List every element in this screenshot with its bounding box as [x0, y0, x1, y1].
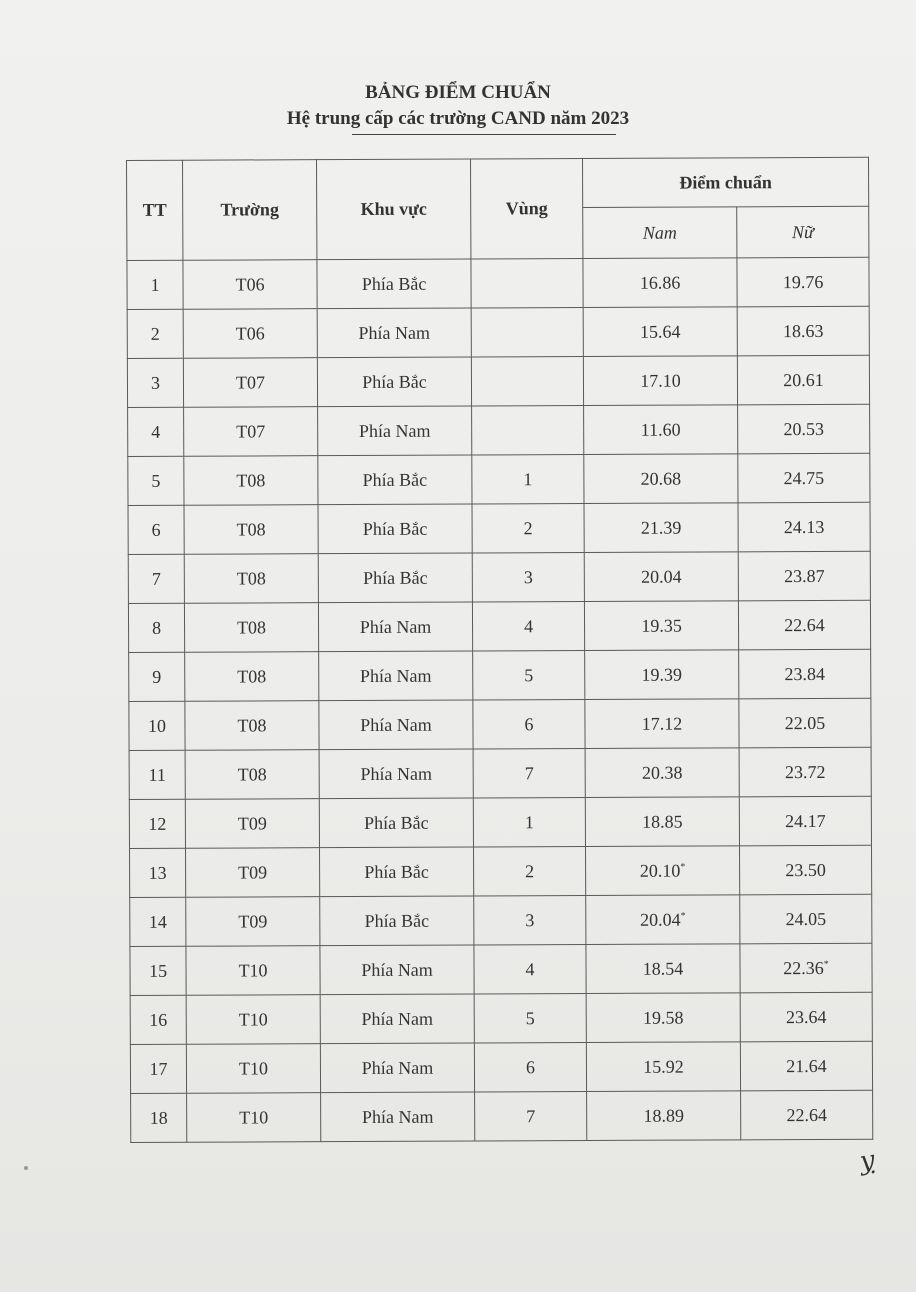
cell-tt: [130, 946, 186, 995]
cell-khu-vuc: [320, 994, 474, 1044]
cell-truong: [185, 701, 319, 751]
cell-khu-vuc: [318, 504, 472, 554]
cell-tt-value: 6: [151, 519, 161, 540]
cell-tt: [130, 897, 186, 946]
cell-vung-value: 5: [525, 1007, 535, 1028]
cell-nu-value: 24.75: [783, 467, 825, 488]
cell-truong: [186, 946, 320, 996]
cell-tt-value: 4: [151, 421, 161, 442]
header-nam: Nam: [583, 207, 737, 259]
header-nu: Nữ: [737, 206, 869, 258]
cell-khu-vuc-value: Phía Bắc: [363, 567, 428, 588]
footnote-mark: *: [680, 861, 686, 873]
footnote-mark: *: [680, 910, 686, 922]
cell-vung: [473, 651, 585, 700]
cell-nu: [739, 747, 871, 797]
cell-vung: [473, 700, 585, 749]
table-row: [128, 453, 870, 505]
cell-khu-vuc: [320, 1043, 474, 1093]
cell-nam-value: 16.86: [639, 272, 681, 293]
cell-truong-value: T08: [236, 469, 266, 491]
cell-nu: [739, 649, 871, 699]
cell-nam-value: 18.89: [643, 1105, 684, 1126]
cell-truong: [184, 505, 318, 555]
cell-khu-vuc-value: Phía Bắc: [364, 861, 429, 882]
cell-vung: [471, 308, 583, 357]
document-title: BẢNG ĐIỂM CHUẨN: [365, 82, 551, 103]
cell-truong-value: T07: [235, 371, 266, 393]
cell-nam: [584, 503, 738, 553]
cell-truong-value: T10: [238, 1008, 268, 1030]
cell-vung: [472, 504, 584, 553]
cell-vung-value: 4: [523, 615, 534, 636]
table-row: [130, 894, 872, 946]
cell-nam: [585, 748, 739, 798]
cell-truong: [183, 260, 317, 310]
document-subtitle: Hệ trung cấp các trường CAND năm 2023: [286, 108, 630, 129]
cell-nam-value: 18.85: [642, 811, 683, 832]
cell-nam: [586, 895, 740, 945]
cell-nam-value: 15.92: [643, 1056, 684, 1077]
cell-nam-value: 15.64: [639, 321, 681, 342]
cell-khu-vuc-value: Phía Nam: [358, 420, 431, 441]
cell-tt: [130, 1044, 186, 1093]
cell-nu: [740, 992, 872, 1042]
cell-nam: [584, 454, 738, 504]
cell-nu: [738, 502, 870, 552]
cell-nam-value: 20.68: [640, 468, 682, 489]
cell-truong-value: T08: [236, 567, 266, 589]
cell-khu-vuc: [318, 406, 472, 456]
cell-nu-value: 24.05: [785, 908, 827, 929]
cell-nam: [586, 1042, 740, 1092]
cell-khu-vuc-value: Phía Bắc: [364, 812, 429, 833]
cell-nam: [583, 258, 737, 308]
cell-tt-value: 7: [151, 568, 161, 589]
cell-tt-value: 5: [151, 470, 161, 491]
cell-nu-value: 23.64: [785, 1006, 827, 1027]
cell-truong: [185, 750, 319, 800]
cell-nam: [585, 797, 739, 847]
cell-truong-value: T09: [238, 861, 268, 883]
cell-nam: [586, 993, 740, 1043]
cell-tt-value: 15: [148, 960, 168, 981]
cell-nu: [739, 845, 871, 895]
table-row: [128, 551, 870, 603]
header-tt: TT: [127, 160, 183, 260]
cell-nam-value: 19.35: [641, 615, 682, 636]
cell-tt: [129, 701, 185, 750]
cell-khu-vuc: [319, 749, 473, 799]
cell-truong-value: T10: [238, 1057, 269, 1079]
cell-nu: [737, 306, 869, 356]
table-row: [128, 404, 870, 456]
table-row: [130, 943, 872, 995]
cell-truong: [184, 407, 318, 457]
cell-nu-value: 18.63: [782, 320, 824, 341]
cell-khu-vuc-value: Phía Nam: [361, 1106, 434, 1127]
cell-vung: [471, 259, 583, 308]
cell-khu-vuc-value: Phía Nam: [358, 322, 431, 343]
cell-tt-value: 2: [150, 323, 160, 344]
cell-tt: [128, 505, 184, 554]
cell-nu: [739, 698, 871, 748]
cell-vung-value: 3: [523, 566, 533, 587]
table-row: [128, 502, 870, 554]
score-table: [126, 157, 873, 1143]
cell-truong-value: T09: [237, 812, 267, 834]
table-row: [129, 747, 871, 799]
cell-tt-value: 18: [149, 1107, 168, 1128]
cell-vung: [472, 602, 584, 651]
table-row: [128, 600, 870, 652]
cell-nam: [585, 699, 739, 749]
cell-tt: [129, 652, 185, 701]
cell-nu-value: 22.64: [786, 1104, 827, 1125]
cell-khu-vuc: [319, 798, 473, 848]
cell-vung: [471, 357, 583, 406]
cell-truong: [184, 603, 318, 653]
table-row: [127, 355, 869, 407]
cell-truong-value: T08: [236, 616, 267, 638]
table-row: [131, 1090, 873, 1142]
cell-truong: [183, 358, 317, 408]
cell-truong-value: T08: [236, 518, 266, 540]
cell-truong: [186, 848, 320, 898]
cell-truong-value: T08: [237, 665, 267, 687]
table-row: [130, 845, 872, 897]
cell-vung-value: 7: [524, 762, 534, 783]
header-truong: Trường: [183, 160, 317, 261]
cell-khu-vuc-value: Phía Nam: [360, 763, 432, 784]
handwritten-initial: ỵ: [857, 1145, 877, 1177]
cell-nam-value: 19.39: [641, 664, 683, 685]
cell-truong-value: T08: [237, 714, 267, 736]
cell-nam: [585, 650, 739, 700]
cell-vung-value: 1: [524, 811, 534, 832]
cell-vung: [473, 798, 585, 847]
cell-tt-value: 1: [150, 274, 160, 295]
cell-nam: [584, 601, 738, 651]
table-row: [127, 306, 869, 358]
cell-truong-value: T06: [235, 273, 265, 295]
table-row: [129, 698, 871, 750]
cell-tt-value: 16: [149, 1009, 168, 1030]
cell-khu-vuc-value: Phía Bắc: [361, 273, 427, 294]
cell-tt: [131, 1093, 187, 1142]
cell-nu: [739, 796, 871, 846]
cell-vung: [474, 896, 586, 945]
cell-nam-value: 20.04: [641, 566, 682, 587]
cell-truong-value: T08: [237, 763, 267, 785]
table-row: [129, 649, 871, 701]
cell-vung-value: 6: [525, 1056, 536, 1077]
cell-vung: [473, 749, 585, 798]
cell-khu-vuc: [317, 308, 471, 358]
cell-tt-value: 8: [151, 617, 162, 638]
cell-truong: [184, 456, 318, 506]
cell-tt-value: 13: [148, 862, 167, 883]
footnote-mark: *: [823, 958, 829, 970]
cell-tt-value: 10: [147, 715, 167, 736]
cell-truong: [184, 554, 318, 604]
cell-nu: [737, 257, 869, 307]
cell-nu: [738, 453, 870, 503]
cell-vung: [474, 994, 586, 1043]
cell-nu: [738, 404, 870, 454]
cell-truong-value: T07: [236, 420, 266, 442]
table-row: [127, 257, 869, 309]
cell-tt: [128, 407, 184, 456]
cell-vung: [474, 1042, 586, 1091]
cell-vung-value: 2: [525, 860, 535, 881]
cell-khu-vuc: [320, 945, 474, 995]
table-body: [127, 257, 873, 1142]
cell-truong-value: T10: [238, 959, 268, 981]
cell-vung: [472, 553, 584, 602]
cell-nu: [740, 894, 872, 944]
cell-tt: [128, 554, 184, 603]
cell-nu: [738, 600, 870, 650]
cell-vung: [472, 406, 584, 455]
cell-tt: [129, 799, 185, 848]
cell-nu: [740, 1041, 872, 1091]
cell-khu-vuc: [319, 700, 473, 750]
cell-truong: [185, 652, 319, 702]
cell-khu-vuc-value: Phía Bắc: [362, 371, 427, 392]
document-title-block: [0, 80, 916, 132]
cell-nu-value: 23.84: [784, 663, 826, 684]
table-row: [129, 796, 871, 848]
cell-vung: [474, 847, 586, 896]
cell-khu-vuc: [317, 259, 471, 309]
cell-tt: [128, 603, 184, 652]
cell-nu: [738, 551, 870, 601]
cell-tt: [130, 995, 186, 1044]
cell-nam-value: 20.04: [640, 909, 681, 930]
cell-khu-vuc: [318, 455, 472, 505]
cell-khu-vuc-value: Phía Bắc: [364, 910, 430, 931]
cell-khu-vuc: [321, 1092, 475, 1142]
table-row: [130, 992, 872, 1044]
cell-truong: [187, 1093, 321, 1143]
cell-nu-value: 23.87: [784, 565, 825, 586]
cell-khu-vuc: [318, 602, 472, 652]
cell-nu-value: 23.72: [784, 761, 826, 782]
cell-tt-value: 9: [152, 666, 162, 687]
cell-truong: [186, 995, 320, 1045]
cell-tt-value: 14: [148, 911, 167, 932]
cell-khu-vuc: [320, 847, 474, 897]
cell-vung-value: 2: [523, 517, 533, 538]
cell-khu-vuc-value: Phía Nam: [359, 616, 432, 637]
cell-nam: [583, 307, 737, 357]
cell-nu: [741, 1090, 873, 1140]
cell-nam: [584, 552, 738, 602]
cell-nu-value: 24.17: [785, 810, 826, 831]
cell-khu-vuc-value: Phía Nam: [359, 665, 432, 686]
cell-khu-vuc-value: Phía Bắc: [362, 518, 428, 539]
cell-tt: [127, 309, 183, 358]
cell-nu-value: 22.64: [784, 614, 825, 635]
header-khu-vuc: Khu vực: [317, 159, 471, 260]
cell-tt: [130, 848, 186, 897]
cell-tt: [129, 750, 185, 799]
cell-vung: [474, 945, 586, 994]
cell-nam-value: 20.10: [639, 860, 681, 881]
cell-truong-value: T10: [239, 1106, 269, 1128]
cell-tt: [128, 456, 184, 505]
header-vung: Vùng: [470, 159, 582, 259]
cell-truong: [183, 309, 317, 359]
cell-nam-value: 17.12: [641, 713, 683, 734]
cell-nam: [583, 356, 737, 406]
cell-truong: [186, 1044, 320, 1094]
cell-tt-value: 11: [148, 764, 166, 785]
cell-khu-vuc-value: Phía Nam: [361, 1057, 434, 1078]
cell-tt-value: 17: [149, 1058, 168, 1079]
cell-vung-value: 6: [524, 713, 534, 734]
cell-nam-value: 11.60: [640, 419, 681, 440]
cell-nam-value: 18.54: [642, 958, 684, 979]
cell-tt: [127, 358, 183, 407]
subtitle-underline: [352, 134, 616, 135]
cell-nam: [585, 846, 739, 896]
cell-nu-value: 23.50: [785, 859, 826, 880]
cell-tt: [127, 260, 183, 309]
cell-khu-vuc-value: Phía Nam: [361, 1008, 434, 1029]
cell-vung-value: 4: [525, 958, 535, 979]
cell-nu-value: 19.76: [782, 271, 824, 292]
cell-nu-value: 20.53: [783, 418, 824, 439]
cell-nam-value: 20.38: [641, 762, 683, 783]
cell-tt-value: 12: [148, 813, 167, 834]
cell-nam-value: 21.39: [640, 517, 682, 538]
cell-khu-vuc: [317, 357, 471, 407]
cell-nam-value: 19.58: [642, 1007, 684, 1028]
cell-khu-vuc-value: Phía Nam: [361, 959, 433, 980]
cell-khu-vuc: [318, 553, 472, 603]
cell-nu-value: 21.64: [786, 1055, 827, 1076]
cell-vung-value: 5: [524, 664, 534, 685]
cell-nam: [586, 944, 740, 994]
cell-nu-value: 24.13: [783, 516, 825, 537]
cell-truong-value: T06: [235, 322, 265, 344]
cell-khu-vuc: [319, 651, 473, 701]
cell-vung-value: 7: [526, 1105, 536, 1126]
cell-nu: [737, 355, 869, 405]
table-row: [130, 1041, 872, 1093]
cell-tt-value: 3: [150, 372, 161, 393]
cell-nu-value: 20.61: [783, 369, 824, 390]
cell-khu-vuc-value: Phía Nam: [360, 714, 432, 735]
cell-vung-value: 1: [523, 468, 533, 489]
cell-nu-value: 22.05: [784, 712, 826, 733]
cell-khu-vuc: [320, 896, 474, 946]
cell-truong-value: T09: [238, 910, 268, 932]
cell-vung: [475, 1091, 587, 1140]
cell-truong: [185, 799, 319, 849]
cell-nam: [587, 1091, 741, 1141]
cell-nu: [740, 943, 872, 993]
paper-mark: [24, 1166, 28, 1170]
cell-nam-value: 17.10: [640, 370, 681, 391]
header-diem-chuan: Điểm chuẩn: [582, 157, 868, 207]
cell-vung-value: 3: [525, 909, 535, 930]
cell-khu-vuc-value: Phía Bắc: [362, 469, 428, 490]
cell-nu-value: 22.36: [783, 957, 824, 978]
cell-nam: [584, 405, 738, 455]
cell-truong: [186, 897, 320, 947]
cell-vung: [472, 455, 584, 504]
